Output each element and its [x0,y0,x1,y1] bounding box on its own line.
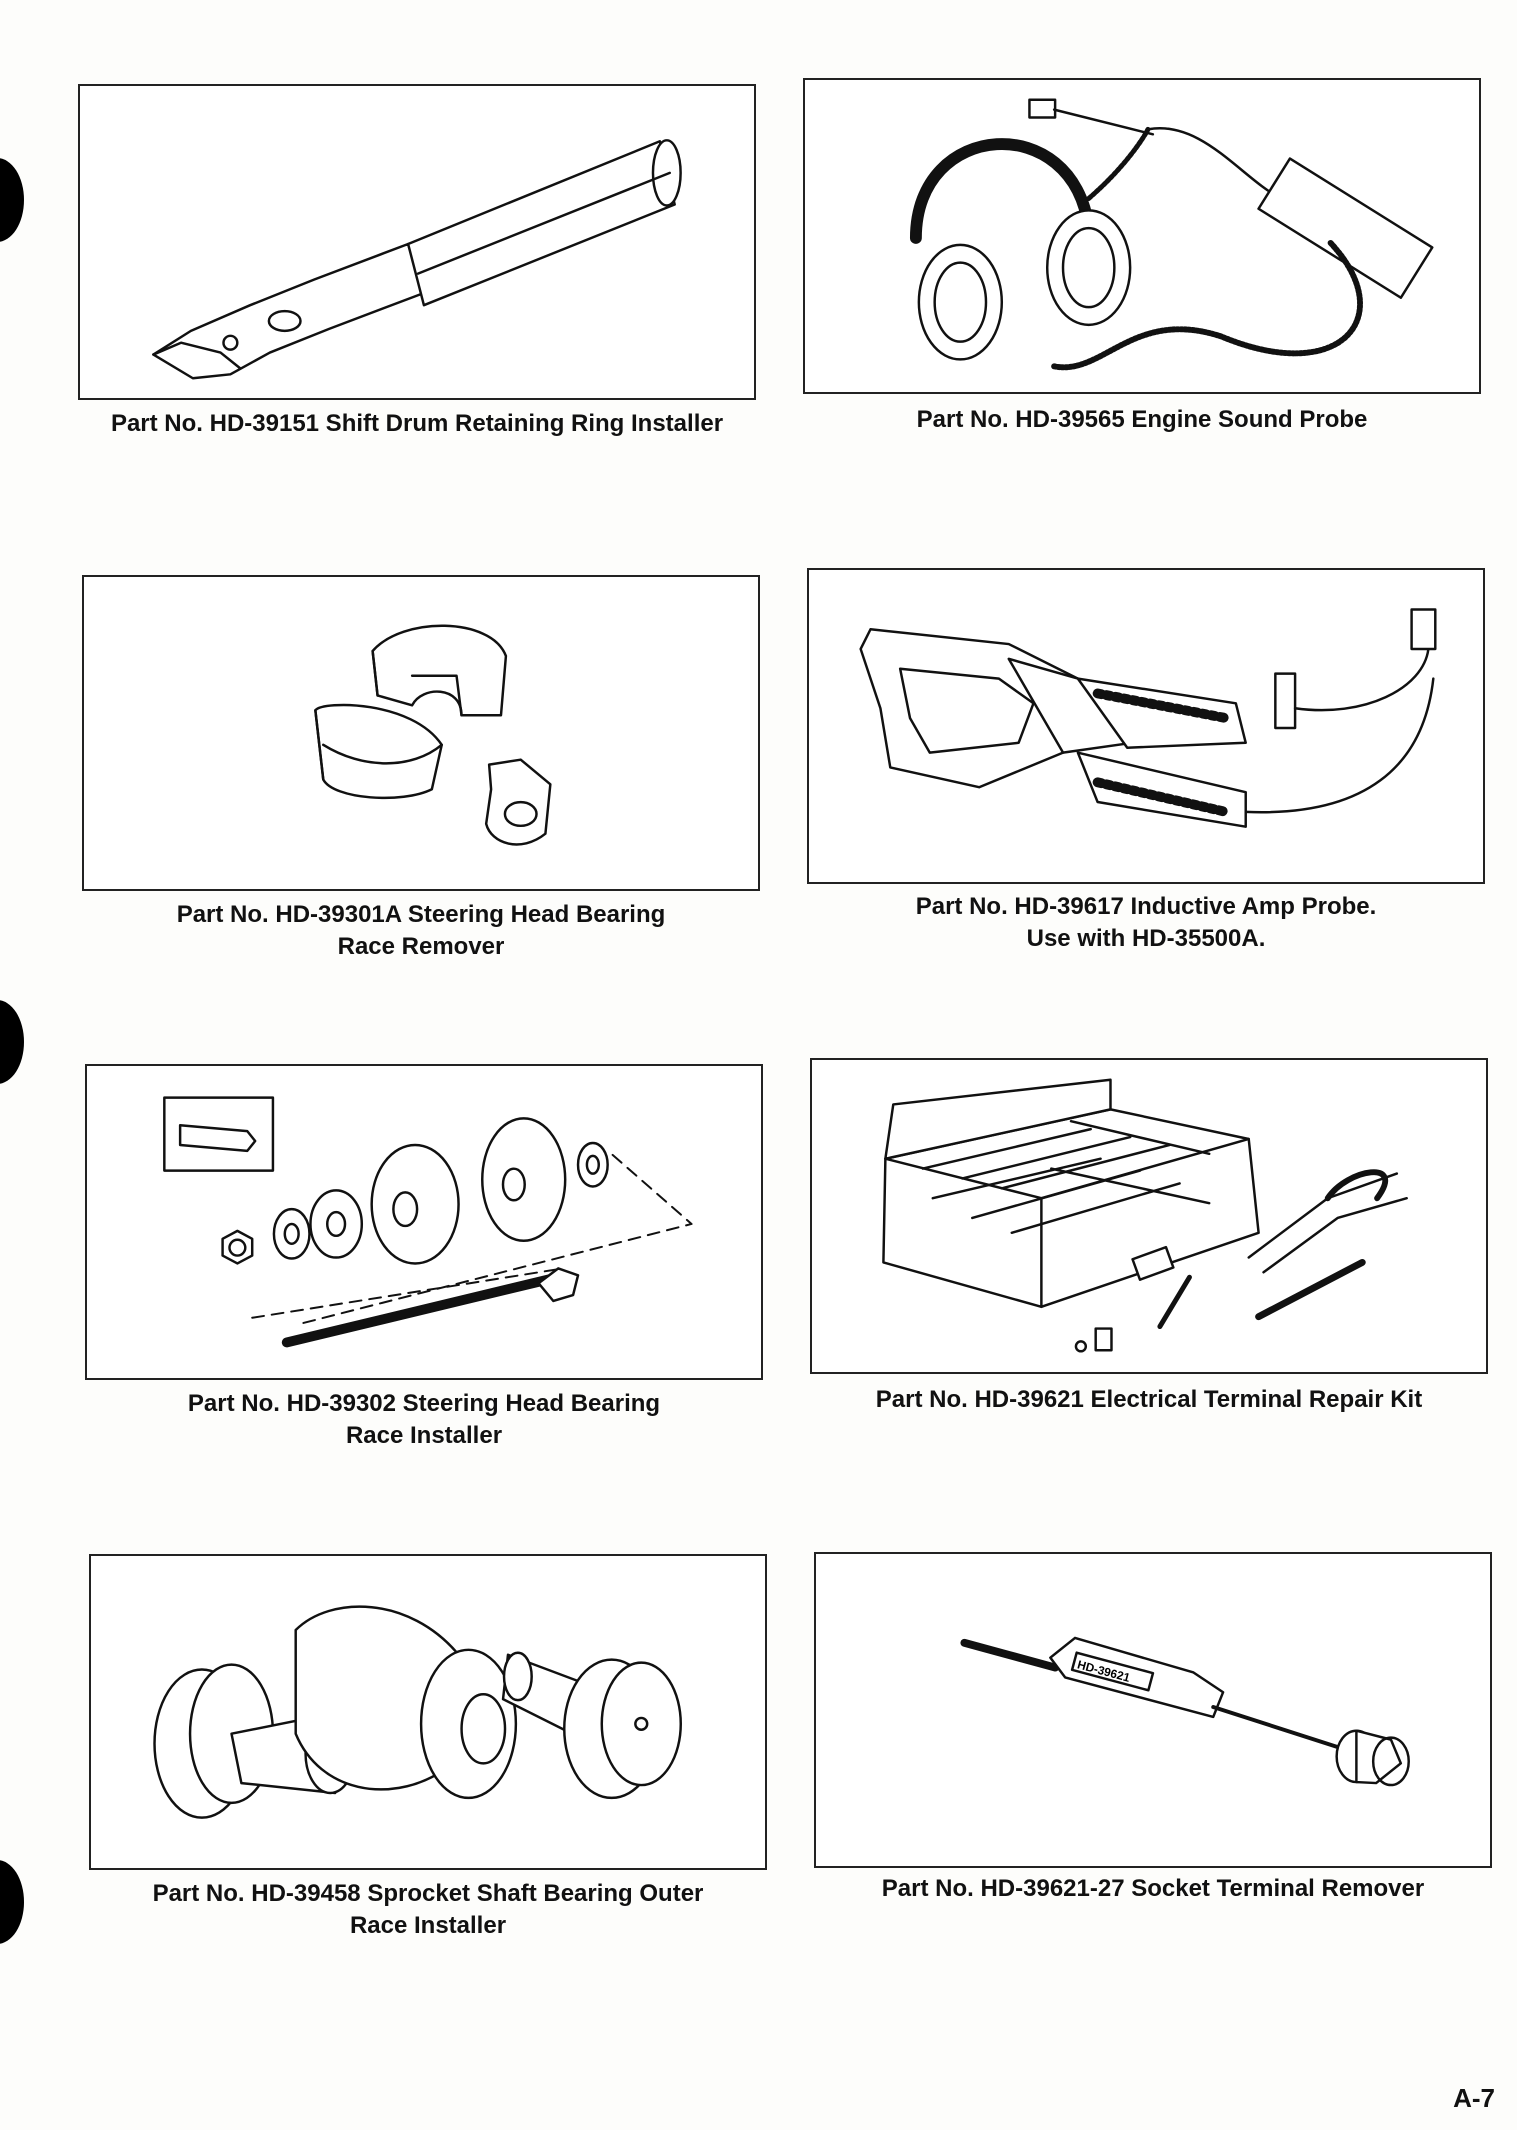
caption-line: Part No. HD-39621 Electrical Terminal Repair Kit [875,1386,1423,1413]
caption-line: Race Remover [337,933,505,960]
caption-line: Part No. HD-39151 Shift Drum Retaining Ring Installer [110,410,724,437]
caption-race-remover [82,899,760,963]
caption-socket-terminal-remover [814,1873,1492,1905]
tool-figure-terminal-repair-kit [810,1058,1488,1374]
binder-hole-top [0,158,24,242]
tool-figure-socket-terminal-remover [814,1552,1492,1868]
caption-line: Part No. HD-39617 Inductive Amp Probe. [915,893,1377,920]
tool-marking-label: HD-39621 [1075,1657,1132,1685]
caption-engine-sound-probe [803,404,1481,436]
caption-race-installer [85,1388,763,1452]
caption-line: Race Installer [345,1422,503,1449]
caption-line: Part No. HD-39302 Steering Head Bearing [187,1390,661,1417]
tool-figure-sprocket-race-installer [89,1554,767,1870]
binder-hole-bottom [0,1860,24,1944]
caption-inductive-amp-probe [807,891,1485,955]
caption-shift-drum-installer [78,408,756,440]
tool-figure-shift-drum-installer [78,84,756,400]
tool-figure-inductive-amp-probe [807,568,1485,884]
caption-line: Part No. HD-39301A Steering Head Bearing [176,901,666,928]
caption-line: Part No. HD-39458 Sprocket Shaft Bearing Outer [152,1880,704,1907]
caption-sprocket-race-installer [89,1878,767,1942]
caption-line: Race Installer [349,1912,507,1939]
tool-figure-race-remover [82,575,760,891]
caption-line: Part No. HD-39565 Engine Sound Probe [916,406,1368,433]
tool-figure-race-installer [85,1064,763,1380]
page-number: A-7 [1453,2083,1495,2113]
caption-line: Use with HD-35500A. [1026,925,1266,952]
caption-terminal-repair-kit [810,1384,1488,1416]
caption-line: Part No. HD-39621-27 Socket Terminal Remover [881,1875,1425,1902]
tool-figure-engine-sound-probe [803,78,1481,394]
binder-hole-middle [0,1000,24,1084]
